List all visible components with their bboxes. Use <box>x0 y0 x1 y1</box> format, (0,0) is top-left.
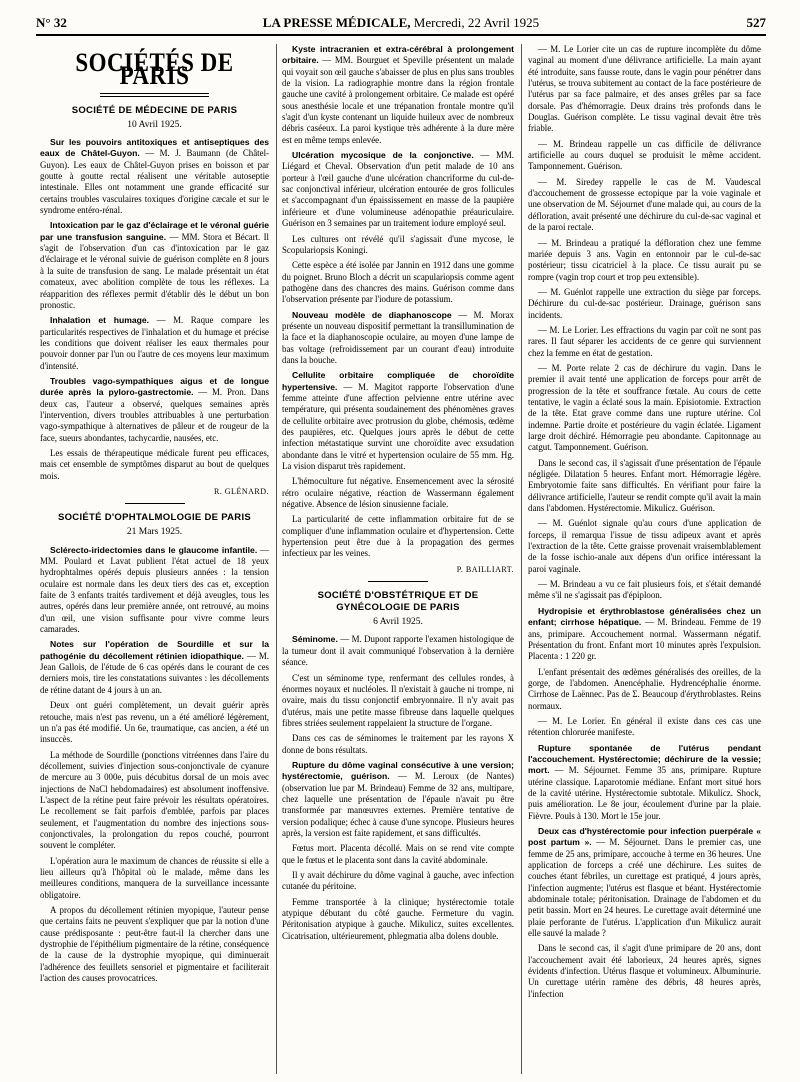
signature: P. BAILLIART. <box>456 564 514 574</box>
article-title: Deux cas d'hystérectomie pour infection puerpérale « post partum ». <box>528 826 761 848</box>
article: Dans le second cas, il s'agit d'une primipare de 20 ans, dont l'accouchement avait été laborieux, 24 heures après, signes évidents d'infection. Utérus flasque et volumineux. Albuminurie. Un curettage utérin ramène des débris, 48 heures après, l'infection <box>528 943 761 999</box>
article: Notes sur l'opération de Sourdille et sur la pathogénie du décollement rétinien idiopathique. — M. Jean Gallois, de l'étude de 6 cas opérés dans le courant de ces derniers mois, tire les constatations suivantes : les décollements de rétine datant de 4 jours à un an. <box>40 639 269 695</box>
article: Il y avait déchirure du dôme vaginal à gauche, avec infection cutanée du péritoine. <box>282 870 514 892</box>
article: Dans ces cas de séminomes le traitement par les rayons X donne de bons résultats. <box>282 733 514 755</box>
article: Sur les pouvoirs antitoxiques et antiseptiques des eaux de Châtel-Guyon. — M. J. Baumann (de Châtel-Guyon). Les eaux de Châtel-Guyon prises en boisson et par goutte à goutte rectal réalisent une véritable autoseptie intestinale. Elles ont notamment une grande efficacité sur certains troubles vasculaires toxiques d'origine cæcale et sur le syndrome entéro-rénal. <box>40 137 269 216</box>
article-title: Nouveau modèle de diaphanoscope <box>292 309 452 320</box>
section-title: SOCIÉTÉ D'OPHTALMOLOGIE DE PARIS <box>57 512 252 524</box>
article: L'opération aura le maximum de chances de réussite si elle a lieu ailleurs qu'à l'hôpital où le malade, même dans les meilleures conditions, manquera de la surveillance incessante obligatoire. <box>40 855 269 900</box>
separator <box>125 503 185 504</box>
article: La méthode de Sourdille (ponctions vitréennes dans l'aire du décollement, suivies d'injection sous-conjonctivale de cyanure de mercure au 3 000e, puis décubitus dorsal de un mois avec injections de NaCl hebdomadaires) est absolument inoffensive. L'aspect de la rétine peut faire prévoir les résultats opératoires. Le recollement se fait parfois d'emblée, parfois par places seulement, et l'augmentation du nombre des injections sous-conjonctivales, la prolongation du repos couché, pourront souvent le compléter. <box>40 749 269 851</box>
journal-title: LA PRESSE MÉDICALE, <box>262 15 411 30</box>
article-title: Kyste intracranien et extra-cérébral à prolongement orbitaire. <box>282 44 514 66</box>
article: Dans le second cas, il s'agissait d'une présentation de l'épaule négligée. Dilatation 5 heures. Enfant mort. Hémorragie légère. Embryotomie faite sans difficultés. En vérifiant pour faire la délivrance artificielle, l'auteur se rendit compte qu'il avait la main dans l'abdomen. Hystérectomie. Mikulicz. Guérison. <box>528 457 761 514</box>
article: Deux ont guéri complètement, un devait guérir après retouche, mais n'est pas revenu, un a été amélioré légèrement, un n'a pas été modifié. Un 6e, traumatique, cas ancien, a été un insuccès. <box>40 700 269 745</box>
article-title: Hydropisie et érythroblastose généralisées chez un enfant; cirrhose hépatique. <box>528 605 761 628</box>
article: Rupture spontanée de l'utérus pendant l'accouchement. Hystérectomie; déchirure de la vessie; mort. — M. Séjournet. Femme 35 ans, primipare. Rupture utérine classique. Laparotomie médiane. Enfant mort situé hors de la cavité utérine. Hystérectomie subtotale. Mikulicz. Shock, puis amélioration. Le 8e jour, écoulement d'urine par la plaie. Fièvre. Pouls à 130. Mort le 15e jour. <box>528 742 761 821</box>
column-3 <box>528 44 761 1004</box>
column-divider <box>521 44 522 1074</box>
article: C'est un séminome type, renfermant des cellules rondes, à énormes noyaux et nucléoles. Il n'existait à gauche ni trompe, ni ovaire, mais du tissu conjonctif embryonnaire. Il n'y avait pas d'utérus, mais une petite masse fibreuse dans laquelle quelques fibres striées seulement rappelaient la structure de l'organe. <box>282 672 514 728</box>
article: — M. Brindeau a pratiqué la défloration chez une femme mariée depuis 3 ans. Vagin en entonnoir par le cul-de-sac postérieur; tissu cicatriciel à la place. Ce tissu aurait pu se rompre (vagin trop court et trop peu extensible). <box>528 237 761 282</box>
article: — M. Guénlot signale qu'au cours d'une application de forceps, il remarqua l'issue de tissu adipeux avant et après l'extraction de la tête. Cette graisse provenait vraisemblablement de la fosse ischio-anale aux dépens d'un orifice intéressant la paroi vaginale. <box>528 518 761 574</box>
page-number: 527 <box>746 15 766 30</box>
column-1 <box>40 44 269 988</box>
article: Rupture du dôme vaginal consécutive à une version; hystérectomie, guérison. — M. Leroux (de Nantes) (observation lue par M. Brindeau) Femme de 32 ans, multipare, chez laquelle une présentation de l'épaule n'avait pu être transformée par manœuvres externes. Première tentative de version podalique; échec à cause d'une syncope. Plusieurs heures après, la version est faite rapidement, et sans difficultés. <box>282 759 514 838</box>
separator <box>368 581 428 582</box>
article: A propos du décollement rétinien myopique, l'auteur pense que certains faits ne peuvent s'expliquer que par la notion d'une cause prédisposante : peut-être faut-il la chercher dans une dystrophie de l'épithélium pigmentaire de la rétine, conséquence de la cause de la dystrophie myopique, qui diminuerait l'adhérence des feuillets sensoriel et pigmentaire et faciliterait l'action des causes provocatrices. <box>40 905 269 984</box>
article: Kyste intracranien et extra-cérébral à prolongement orbitaire. — MM. Bourguet et Speville présentent un malade qui voyait son œil gauche s'abaisser de plus en plus sans troubles de la vision. La radiographie montre dans la région frontale gauche une cavité à prolongement orbitaire. Ce malade est opéré sous anesthésie locale et une trépanation frontale montre qu'il s'agit d'un kyste contenant un liquide huileux avec de nombreux débris caséeux. La paroi kystique très adhérente à la dure mère est en même temps enlevée. <box>282 44 514 145</box>
article-title: Sclérecto-iridectomies dans le glaucome infantile. <box>50 544 258 555</box>
article: Cette espèce a été isolée par Jannin en 1912 dans une gomme du poignet. Bruno Bloch a décrit un scapulariopsis comme agent pathogène dans des chancres des mains. Guérison comme dans l'observation présente par l'iodure de potassium. <box>282 260 514 305</box>
article: Ulcération mycosique de la conjonctive. — MM. Liégard et Cheval. Observation d'un petit malade de 10 ans porteur à l'œil gauche d'une ulcération chancriforme du cul-de-sac conjonctival inférieur, ulcération entourée de gros follicules et s'accompagnant d'un épaississement en masse de la paupière inférieure et d'une volumineuse adénopathie préauriculaire. Guérison en 3 semaines par un traitement iodure employé seul. <box>282 150 514 229</box>
article: Fœtus mort. Placenta décollé. Mais on se rend vite compte que le fœtus et le placenta sont dans la cavité abdominale. <box>282 843 514 865</box>
article-title: Séminome. <box>292 634 338 645</box>
article: — M. Guénlot rappelle une extraction du siège par forceps. Déchirure du cul-de-sac postérieur. Drainage, guérison sans incidents. <box>528 286 761 320</box>
article-title: Cellulite orbitaire compliquée de choroïdite hypertensive. <box>282 370 514 392</box>
section-date: 21 Mars 1925. <box>126 527 183 538</box>
article: Femme transportée à la clinique; hystérectomie totale atypique débutant du côté gauche. Fermeture du vagin. Péritonisation atypique à gauche. Mikulicz, suites excellentes. Cicatrisation, ultérieurement, phlegmatia alba dolens double. <box>282 896 514 941</box>
heading-rule <box>100 93 209 97</box>
article: Les cultures ont révélé qu'il s'agissait d'une mycose, le Scopulariopsis Koningi. <box>282 233 514 255</box>
journal-title-line <box>36 15 766 31</box>
article: Nouveau modèle de diaphanoscope — M. Morax présente un nouveau dispositif permettant la transillumination de la face et la diaphanoscopie oculaire, au moyen d'une lampe de bas voltage (refroidissement par un courant d'eau) introduite dans la bouche. <box>282 309 514 365</box>
article-title: Sur les pouvoirs antitoxiques et antiseptiques des eaux de Châtel-Guyon. <box>40 137 269 159</box>
article-title: Notes sur l'opération de Sourdille et sur la pathogénie du décollement rétinien idiopathique. <box>40 639 269 661</box>
page-header <box>36 12 766 36</box>
section-date: 6 Avril 1925. <box>373 617 423 628</box>
article: — M. Le Lorier cite un cas de rupture incomplète du dôme vaginal au moment d'une délivrance artificielle. La main ayant été introduite, sans fausse route, dans le vagin pour pénétrer dans l'utérus, se trouva subitement au contact de la face postérieure de l'utérus par sa face palmaire, et des anses grêles par sa face dorsale. Pas d'hémorragie. Deux drains très profonds dans le Douglas. Guérison complète. Le tissu vaginal devait être très friable. <box>528 44 761 134</box>
section-title: SOCIÉTÉ D'OBSTÉTRIQUE ET DE GYNÉCOLOGIE DE PARIS <box>317 590 479 614</box>
section-title: SOCIÉTÉ DE MÉDECINE DE PARIS <box>71 104 238 116</box>
article: — M. Brindeau rappelle un cas difficile de délivrance artificielle au cours duquel se produisit le même accident. Tamponnement. Guérison. <box>528 138 761 172</box>
article-title: Troubles vago-sympathiques aigus et de longue durée après la pyloro-gastrectomie. <box>40 375 269 398</box>
article: — M. Porte relate 2 cas de déchirure du vagin. Dans le premier il avait tenté une application de forceps pour arrêt de progression de la tête et souffrance fœtale. Au cours de cette tentative, le vagin a éclaté sous la main. Episiotomie. Extraction de la tête. Etat grave comme dans une rupture utérine. Col indemne. Partie droite et postérieure du vagin éclatée. Ligament large droit déchiré. Hémorragie peu abondante. Capitonnage au catgut. Tamponnement. Guérison. <box>528 362 761 453</box>
article: La particularité de cette inflammation orbitaire fut de se compliquer d'une inflammation oculaire et d'hypertension. Cette hypertension peut être due à la propagation des germes infectieux par les veines. <box>282 514 514 559</box>
column-divider <box>276 44 277 1074</box>
issue-number: N° 32 <box>36 15 67 30</box>
issue-date: Mercredi, 22 Avril 1925 <box>413 15 540 30</box>
article-title: Inhalation et humage. <box>50 315 150 326</box>
article: — M. Siredey rappelle le cas de M. Vaudescal d'accouchement de grossesse ectopique par la voie vaginale et une observation de M. Séjournet d'une malade qui, au cours de la défloration, avait présenté une déchirure du cul-de-sac vaginal et de la paroi rectale. <box>528 176 761 233</box>
article: Intoxication par le gaz d'éclairage et le véronal guérie par une transfusion sanguine. — MM. Stora et Bécart. Il s'agit de l'observation d'un cas d'intoxication par le gaz d'éclairage et le véronal suivie de guérison complète en 8 jours à la suite de transfusion de sang. Le malade présentait un état comateux, avec abolition complète de tous les réflexes. La réapparition des réflexes permit d'établir dès le début un bon pronostic. <box>40 220 269 310</box>
article: — M. Le Lorier. En général il existe dans ces cas une rétention chlorurée manifeste. <box>528 715 761 738</box>
article: L'enfant présentait des œdèmes généralisés des oreilles, de la gorge, de l'abdomen. Anencéphalie. Hydrencéphalie énorme. Cirrhose de Laënnec. Pas de Σ. Beaucoup d'érythroblastes. Reins normaux. <box>528 666 761 711</box>
article: Deux cas d'hystérectomie pour infection puerpérale « post partum ». — M. Séjournet. Dans le premier cas, une femme de 25 ans, primipare, accouche à terme en 36 heures. Une application de forceps a créé une déchirure. Les suites de couches étant fébriles, un curettage est pratiqué, 4 jours après, l'infection augmente; l'utérus est flasque et béant. Hystérectomie abdominale totale; péritonisation. Drainage de l'abdomen et du petit bassin. Mort en 24 heures. Le curettage avait déterminé une plaie perforante de l'utérus. L'application d'un Mikulicz aurait elle sauvé la malade ? <box>528 826 761 939</box>
article: Troubles vago-sympathiques aigus et de longue durée après la pyloro-gastrectomie. — M. Pron. Dans deux cas, l'auteur a observé, quelques semaines après l'intervention, divers troubles attribuables à une perturbation vago-sympathique à alternatives de pâleur et de rougeur de la face, sueurs abondantes, tachycardie, nausées, etc. <box>40 375 269 443</box>
article-title: Ulcération mycosique de la conjonctive. <box>292 150 474 161</box>
section-date: 10 Avril 1925. <box>127 119 182 130</box>
article-title: Rupture du dôme vaginal consécutive à une version; hystérectomie, guérison. <box>282 759 514 782</box>
article: Cellulite orbitaire compliquée de choroïdite hypertensive. — M. Magitot rapporte l'observation d'une femme atteinte d'une affection pelvienne entre utérine avec température, qui présenta soudainement des phénomènes graves de cellulite orbitaire avec protrusion du globe, chémosis, œdème des paupières, etc. Quelques jours après le début de cette infection métastatique survint une choroïdite avec exsudation abondante dans le vitré et hypertension oculaire de 55 mm. Hg. La vision disparut très rapidement. <box>282 370 514 472</box>
article-title: Intoxication par le gaz d'éclairage et le véronal guérie par une transfusion sanguine. <box>40 220 269 242</box>
article: Inhalation et humage. — M. Raque compare les particularités respectives de l'inhalation et du humage et précise les conditions que doivent réaliser les eaux thermales pour pouvoir donner par l'un ou l'autre de ces moyens leur maximum d'intensité. <box>40 315 269 371</box>
column-2 <box>282 44 514 946</box>
article: — M. Brindeau a vu ce fait plusieurs fois, et s'était demandé même s'il ne s'agissait pas d'épiploon. <box>528 579 761 601</box>
article: Les essais de thérapeutique médicale furent peu efficaces, mais cet ensemble de symptômes disparut au bout de quelques mois. <box>40 447 269 481</box>
article: Séminome. — M. Dupont rapporte l'examen histologique de la tumeur dont il avait communiqué l'observation à la dernière séance. <box>282 634 514 668</box>
article: — M. Le Lorier. Les effractions du vagin par coït ne sont pas rares. Il faut séparer les accidents de ce genre qui surviennent chez la femme en état de gestation. <box>528 324 761 358</box>
article: L'hémoculture fut négative. Ensemencement avec la sérosité rétro oculaire négative, réaction de Wassermann également négative. Absence de lésion sinusienne faciale. <box>282 476 514 510</box>
signature: R. GLÉNARD. <box>213 487 269 496</box>
article: Hydropisie et érythroblastose généralisées chez un enfant; cirrhose hépatique. — M. Brindeau. Femme de 19 ans, primipare. Accouchement normal. Wassermann négatif. Présentation du front. Enfant mort 10 minutes après l'expulsion. Placenta : 1 220 gr. <box>528 605 761 662</box>
article-title: Rupture spontanée de l'utérus pendant l'accouchement. Hystérectomie; déchirure de la vessie; mort. <box>528 742 761 776</box>
article: Sclérecto-iridectomies dans le glaucome infantile. — MM. Poulard et Lavat publient l'état actuel de 18 yeux hydrophtalmes opérés depuis plusieurs années : la tension oculaire est normale dans les deux tiers des cas et, exception faite de 3 enfants traités tardivement et déjà aveugles, tous les autres, opérés dans leur première année, ont retrouvé, au moins d'un œil, une vision suffisante pour vivre comme leurs camarades. <box>40 544 270 635</box>
societes-heading: SOCIÉTÉS DE PARIS <box>75 48 234 91</box>
